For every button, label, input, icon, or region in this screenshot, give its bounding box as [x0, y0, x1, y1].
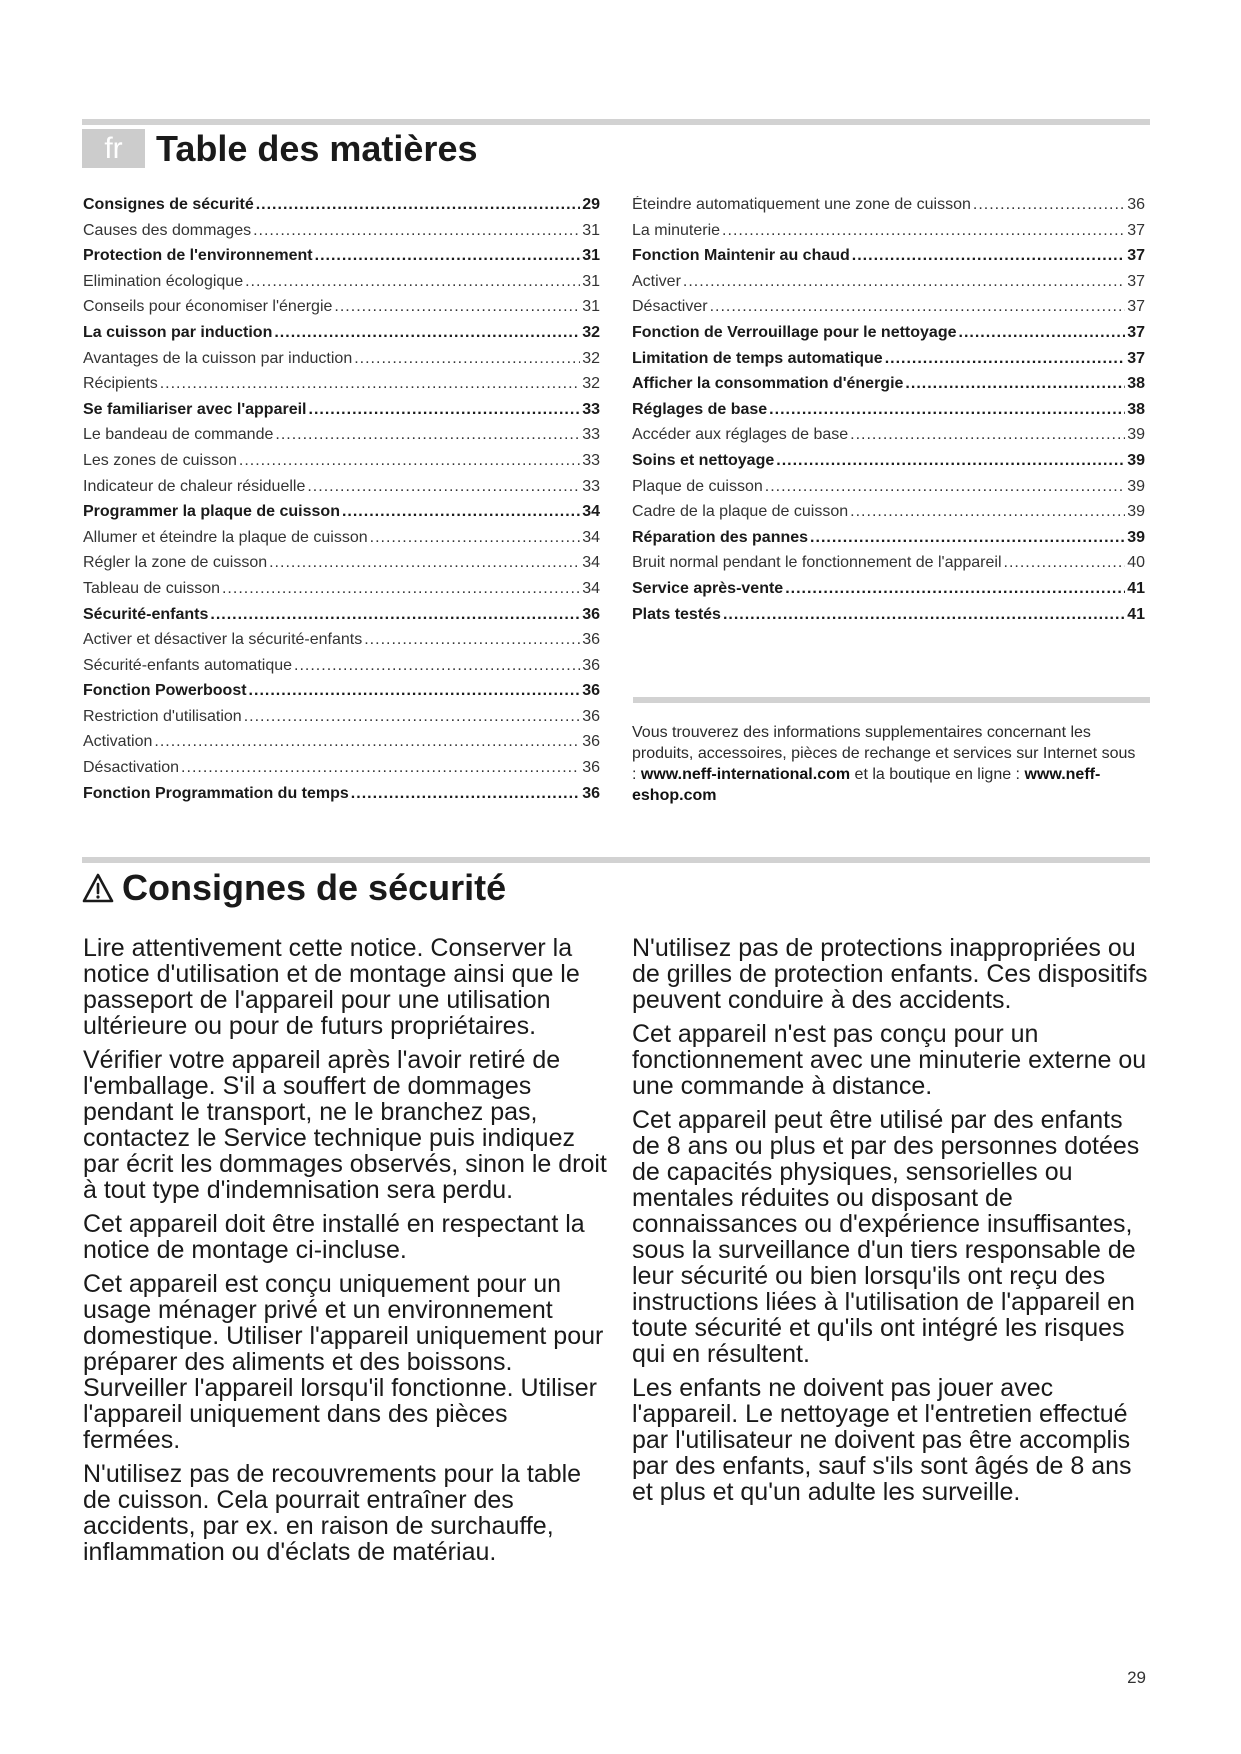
toc-right-column: [632, 196, 1145, 631]
toc-entry-page: 39: [1127, 426, 1145, 444]
toc-leader: [307, 478, 580, 496]
safety-heading: [82, 866, 506, 910]
toc-entry-label: Fonction de Verrouillage pour le nettoyage: [632, 323, 957, 341]
safety-paragraph: Cet appareil doit être installé en respectant la notice de montage ci-incluse.: [83, 1210, 585, 1264]
toc-entry[interactable]: [83, 196, 600, 222]
toc-entry-page: 31: [582, 298, 600, 316]
safety-paragraph: N'utilisez pas de recouvrements pour la table de cuisson. Cela pourrait entraîner des accidents, par ex. en raison de surchauffe, inflammation ou d'éclats de matériau.: [83, 1460, 582, 1566]
warning-triangle-icon: [82, 873, 114, 903]
toc-leader: [1004, 554, 1126, 572]
toc-entry-page: 41: [1127, 605, 1145, 623]
language-badge: fr: [82, 129, 145, 168]
toc-entry[interactable]: [83, 452, 600, 478]
toc-leader: [256, 196, 580, 214]
toc-leader: [370, 529, 581, 547]
toc-title: Table des matières: [156, 128, 478, 169]
toc-entry-page: 37: [1127, 272, 1145, 290]
toc-entry-label: Éteindre automatiquement une zone de cuisson: [632, 196, 971, 213]
toc-entry[interactable]: [83, 324, 600, 350]
toc-entry-page: 36: [582, 707, 600, 725]
toc-entry[interactable]: [83, 503, 600, 529]
toc-entry-label: Elimination écologique: [83, 272, 244, 290]
toc-entry-label: Cadre de la plaque de cuisson: [632, 503, 849, 521]
toc-entry-page: 36: [582, 605, 600, 623]
toc-entry-label: Allumer et éteindre la plaque de cuisson: [83, 528, 368, 546]
toc-entry-label: Sécurité-enfants automatique: [83, 656, 293, 674]
toc-leader: [776, 452, 1125, 470]
toc-entry-page: 39: [1127, 477, 1145, 495]
toc-entry[interactable]: [632, 350, 1145, 376]
toc-leader: [294, 657, 580, 675]
toc-entry-page: 34: [582, 528, 600, 546]
toc-leader: [181, 759, 580, 777]
toc-entry-label: Régler la zone de cuisson: [83, 554, 268, 572]
toc-entry[interactable]: [83, 298, 600, 324]
toc-leader: [710, 298, 1126, 316]
link-neff-eshop[interactable]: www.neff-eshop.com: [632, 766, 1101, 804]
toc-leader: [210, 606, 580, 624]
toc-leader: [364, 631, 580, 649]
toc-leader: [722, 222, 1125, 240]
toc-leader: [315, 247, 581, 265]
toc-left-column: [83, 196, 600, 810]
toc-entry-page: 40: [1127, 554, 1145, 572]
toc-leader: [852, 247, 1125, 265]
toc-entry[interactable]: [632, 452, 1145, 478]
info-text-before: Vous trouverez des informations supplementaires concernant les produits, accessoires, pièces de rechange et services sur Internet sous :: [632, 724, 1136, 783]
toc-leader: [249, 682, 581, 700]
toc-entry-label: Fonction Powerboost: [83, 682, 247, 700]
toc-entry-page: 37: [1127, 323, 1145, 341]
toc-leader: [850, 426, 1125, 444]
info-paragraph: [632, 722, 1142, 806]
toc-entry-label: Activer et désactiver la sécurité-enfants: [83, 631, 363, 649]
toc-leader: [683, 273, 1125, 291]
toc-entry-page: 36: [582, 631, 600, 649]
toc-leader: [154, 733, 580, 751]
toc-entry-page: 38: [1127, 400, 1145, 418]
toc-entry-page: 34: [582, 554, 600, 572]
toc-entry[interactable]: [632, 529, 1145, 555]
toc-entry[interactable]: [83, 554, 600, 580]
toc-entry[interactable]: [632, 606, 1145, 632]
toc-entry-label: Soins et nettoyage: [632, 451, 775, 469]
toc-entry-page: 31: [582, 221, 600, 239]
safety-title: Consignes de sécurité: [122, 867, 507, 908]
safety-right-column: [632, 935, 1152, 1513]
toc-entry-label: Causes des dommages: [83, 221, 252, 239]
toc-leader: [334, 298, 580, 316]
toc-leader: [309, 401, 581, 419]
info-text-middle: et la boutique en ligne :: [850, 766, 1025, 783]
toc-entry-label: Accéder aux réglages de base: [632, 426, 849, 444]
toc-entry[interactable]: [83, 401, 600, 427]
page-number: 29: [1127, 1668, 1146, 1687]
toc-entry[interactable]: [83, 733, 600, 759]
toc-entry-label: Afficher la consommation d'énergie: [632, 375, 904, 393]
toc-entry[interactable]: [83, 606, 600, 632]
top-rule: [82, 119, 1150, 125]
toc-leader: [269, 554, 580, 572]
toc-entry[interactable]: [83, 529, 600, 555]
toc-entry-label: Programmer la plaque de cuisson: [83, 503, 340, 521]
toc-entry-page: 37: [1127, 221, 1145, 239]
toc-entry-page: 36: [582, 733, 600, 751]
toc-entry-label: Réglages de base: [632, 400, 768, 418]
toc-entry[interactable]: [83, 657, 600, 683]
toc-entry-label: Sécurité-enfants: [83, 605, 209, 623]
toc-entry-page: 31: [582, 272, 600, 290]
toc-entry-label: Consignes de sécurité: [83, 196, 254, 213]
toc-leader: [723, 606, 1125, 624]
toc-leader: [765, 478, 1125, 496]
toc-leader: [342, 503, 580, 521]
toc-entry[interactable]: [632, 273, 1145, 299]
toc-entry-label: Avantages de la cuisson par induction: [83, 349, 353, 367]
toc-leader: [905, 375, 1125, 393]
toc-leader: [160, 375, 581, 393]
toc-entry[interactable]: [83, 580, 600, 606]
toc-entry-page: 37: [1127, 349, 1145, 367]
toc-entry-label: Plaque de cuisson: [632, 477, 763, 495]
toc-entry-label: Restriction d'utilisation: [83, 707, 242, 725]
toc-entry-page: 36: [582, 682, 600, 700]
toc-leader: [354, 350, 580, 368]
toc-entry[interactable]: [83, 785, 600, 811]
toc-entry-label: Limitation de temps automatique: [632, 349, 883, 367]
toc-leader: [850, 503, 1125, 521]
toc-leader: [244, 708, 581, 726]
toc-entry-page: 36: [1127, 196, 1145, 213]
toc-entry-label: Indicateur de chaleur résiduelle: [83, 477, 306, 495]
toc-entry[interactable]: [632, 503, 1145, 529]
toc-entry-label: Activation: [83, 733, 153, 751]
toc-entry[interactable]: [632, 554, 1145, 580]
safety-paragraph: Les enfants ne doivent pas jouer avec l'appareil. Le nettoyage et l'entretien effectué par l'utilisateur ne doivent pas être accomplis par des enfants, sauf s'ils sont âgés de 8 ans et plus et qu'un adulte les surveille.: [632, 1374, 1132, 1506]
toc-entry-label: Désactiver: [632, 298, 708, 316]
toc-entry-page: 36: [582, 784, 600, 802]
toc-entry-label: Récipients: [83, 375, 158, 393]
toc-entry-label: La cuisson par induction: [83, 323, 273, 341]
toc-entry-page: 39: [1127, 451, 1145, 469]
toc-entry-label: Activer: [632, 272, 681, 290]
toc-entry[interactable]: [632, 324, 1145, 350]
toc-entry-label: La minuterie: [632, 221, 721, 239]
toc-entry-page: 33: [582, 426, 600, 444]
info-rule: [633, 697, 1150, 703]
toc-entry-label: Plats testés: [632, 605, 721, 623]
toc-entry-page: 36: [582, 759, 600, 777]
toc-entry[interactable]: [83, 350, 600, 376]
toc-leader: [222, 580, 580, 598]
toc-entry-page: 36: [582, 656, 600, 674]
toc-entry-page: 38: [1127, 375, 1145, 393]
toc-leader: [769, 401, 1125, 419]
safety-paragraph: N'utilisez pas de protections inappropriées ou de grilles de protection enfants. Ces dispositifs peuvent conduire à des accidents.: [632, 934, 1148, 1014]
toc-entry[interactable]: [632, 196, 1145, 222]
toc-leader: [274, 324, 580, 342]
toc-entry-label: Service après-vente: [632, 579, 784, 597]
toc-entry-label: Les zones de cuisson: [83, 451, 237, 469]
toc-entry-page: 33: [582, 400, 600, 418]
toc-entry[interactable]: [83, 759, 600, 785]
toc-leader: [239, 452, 580, 470]
toc-leader: [959, 324, 1126, 342]
toc-entry-label: Bruit normal pendant le fonctionnement de l'appareil: [632, 554, 1002, 572]
toc-entry-page: 31: [582, 247, 600, 265]
safety-paragraph: Lire attentivement cette notice. Conserver la notice d'utilisation et de montage ainsi que le passeport de l'appareil pour une utilisation ultérieure ou pour de futurs propriétaires.: [83, 934, 580, 1040]
toc-entry[interactable]: [83, 273, 600, 299]
toc-entry-page: 32: [582, 323, 600, 341]
toc-entry[interactable]: [632, 375, 1145, 401]
toc-entry-label: Tableau de cuisson: [83, 579, 220, 597]
toc-leader: [973, 196, 1125, 214]
toc-entry-page: 33: [582, 477, 600, 495]
toc-entry[interactable]: [83, 426, 600, 452]
toc-leader: [351, 785, 580, 803]
toc-entry[interactable]: [632, 426, 1145, 452]
safety-rule: [82, 857, 1150, 863]
toc-entry-page: 39: [1127, 503, 1145, 521]
toc-entry-page: 41: [1127, 579, 1145, 597]
toc-entry[interactable]: [83, 247, 600, 273]
toc-entry-page: 39: [1127, 528, 1145, 546]
safety-paragraph: Vérifier votre appareil après l'avoir retiré de l'emballage. S'il a souffert de dommages pendant le transport, ne le branchez pas, contactez le Service technique puis indiquez par écrit les dommages observés, sinon le droit à tout type d'indemnisation sera perdu.: [83, 1046, 607, 1204]
toc-entry-page: 34: [582, 579, 600, 597]
toc-leader: [253, 222, 580, 240]
toc-entry-page: 29: [582, 196, 600, 213]
toc-entry-label: Se familiariser avec l'appareil: [83, 400, 307, 418]
toc-leader: [885, 350, 1126, 368]
toc-entry-label: Le bandeau de commande: [83, 426, 274, 444]
toc-leader: [275, 426, 580, 444]
toc-leader: [245, 273, 580, 291]
toc-entry[interactable]: [83, 222, 600, 248]
toc-leader: [810, 529, 1125, 547]
toc-entry-page: 37: [1127, 298, 1145, 316]
toc-entry[interactable]: [83, 682, 600, 708]
safety-left-column: [83, 935, 608, 1573]
toc-entry[interactable]: [83, 631, 600, 657]
toc-entry-page: 34: [582, 503, 600, 521]
toc-entry-label: Conseils pour économiser l'énergie: [83, 298, 333, 316]
toc-entry[interactable]: [632, 298, 1145, 324]
toc-entry[interactable]: [83, 708, 600, 734]
toc-entry-label: Réparation des pannes: [632, 528, 809, 546]
toc-entry[interactable]: [83, 375, 600, 401]
toc-entry-page: 37: [1127, 247, 1145, 265]
toc-entry[interactable]: [632, 247, 1145, 273]
toc-entry-label: Désactivation: [83, 759, 180, 777]
toc-entry-label: Fonction Programmation du temps: [83, 784, 349, 802]
toc-entry[interactable]: [632, 478, 1145, 504]
toc-entry-label: Protection de l'environnement: [83, 247, 313, 265]
toc-entry[interactable]: [83, 478, 600, 504]
toc-entry[interactable]: [632, 401, 1145, 427]
toc-entry-label: Fonction Maintenir au chaud: [632, 247, 850, 265]
toc-leader: [785, 580, 1125, 598]
toc-entry-page: 32: [582, 375, 600, 393]
safety-paragraph: Cet appareil est conçu uniquement pour un usage ménager privé et un environnement domestique. Utiliser l'appareil uniquement pour préparer des aliments et des boissons. Surveiller l'appareil lorsqu'il fonctionne. Utiliser l'appareil uniquement dans des pièces fermées.: [83, 1270, 604, 1454]
toc-entry[interactable]: [632, 580, 1145, 606]
toc-entry-page: 32: [582, 349, 600, 367]
toc-entry[interactable]: [632, 222, 1145, 248]
toc-entry-page: 33: [582, 451, 600, 469]
safety-paragraph: Cet appareil peut être utilisé par des enfants de 8 ans ou plus et par des personnes dotées de capacités physiques, sensorielles ou mentales réduites ou disposant de connaissances ou d'expérience insuffisantes, sous la surveillance d'un tiers responsable de leur sécurité ou bien lorsqu'ils ont reçu des instructions liées à l'utilisation de l'appareil en toute sécurité et qu'ils ont intégré les risques qui en résultent.: [632, 1106, 1140, 1368]
safety-paragraph: Cet appareil n'est pas conçu pour un fonctionnement avec une minuterie externe ou une commande à distance.: [632, 1020, 1147, 1100]
link-neff-international[interactable]: www.neff-international.com: [640, 766, 851, 783]
